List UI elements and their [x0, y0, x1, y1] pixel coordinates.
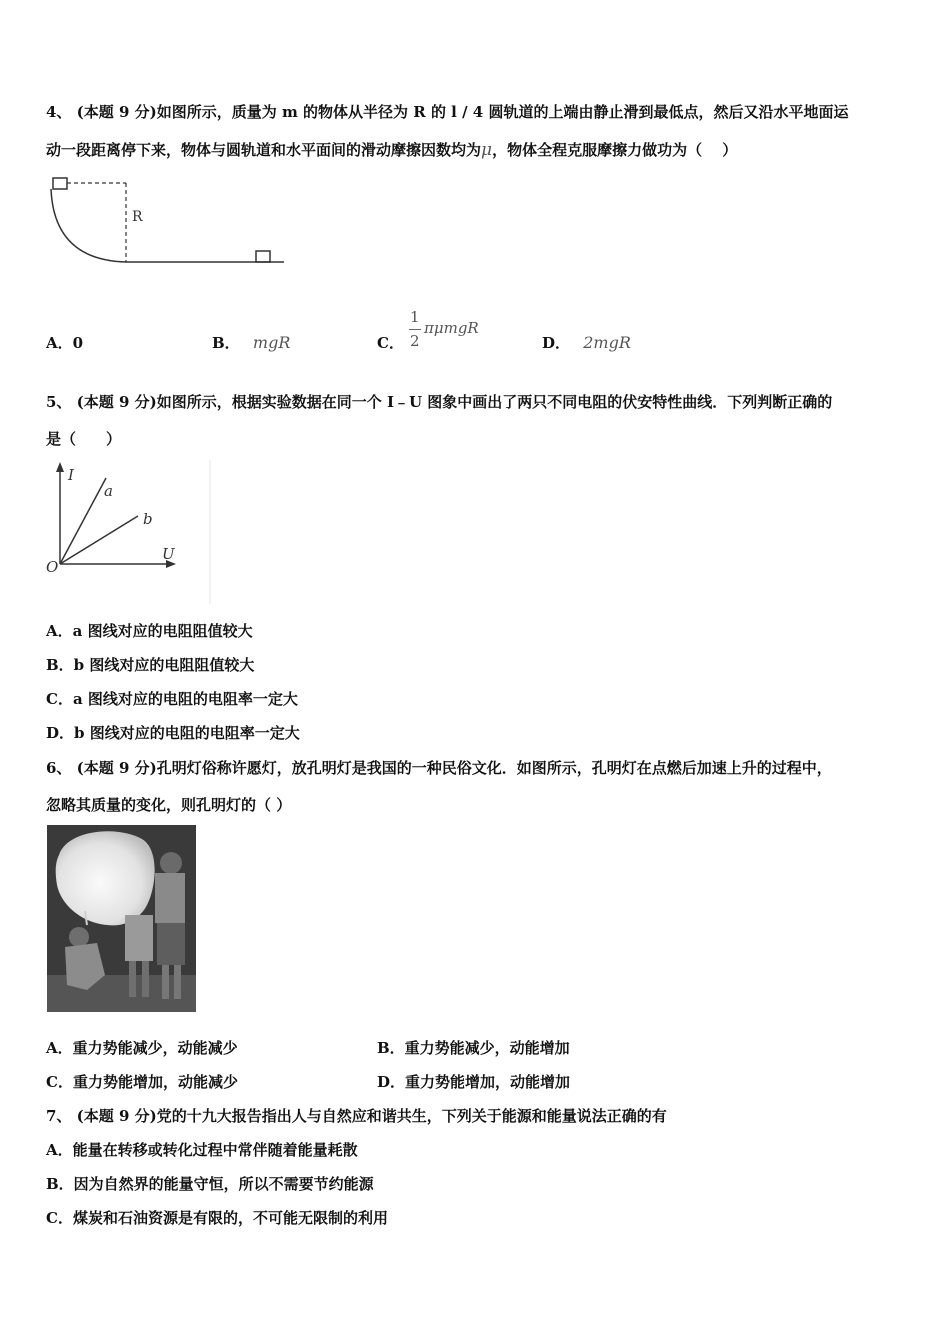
q6-person-right-body — [155, 873, 185, 923]
q4-option-c-fraction-bar — [409, 329, 421, 330]
q4-quarter-arc — [51, 189, 126, 262]
q6-sky-lantern-photo — [47, 825, 196, 1012]
q4-option-b-value: mgR — [252, 333, 291, 352]
q5-label-a: a — [104, 482, 113, 500]
q5-option-a: A．a 图线对应的电阻阻值较大 — [46, 622, 253, 640]
q5-option-d: D．b 图线对应的电阻的电阻率一定大 — [46, 724, 300, 742]
q7-option-c: C．煤炭和石油资源是有限的，不可能无限制的利用 — [46, 1209, 388, 1227]
q4-label-R: R — [132, 209, 143, 225]
q6-person-right-leg1 — [162, 965, 169, 999]
q6-person-right-leg2 — [174, 965, 181, 999]
q5-label-o: O — [46, 558, 59, 576]
q6-stem-line2: 忽略其质量的变化，则孔明灯的（ ） — [46, 796, 292, 814]
q4-option-b-letter: B． — [212, 334, 240, 352]
q4-stem-line2 — [46, 140, 737, 160]
q5-line-a — [60, 478, 106, 564]
q4-block-top — [53, 178, 67, 189]
q6-person-right-shorts — [157, 923, 185, 965]
q4-block-end — [256, 251, 270, 262]
q6-option-d: D．重力势能增加，动能增加 — [377, 1073, 571, 1091]
q5-label-b: b — [143, 510, 153, 528]
q5-option-c: C．a 图线对应的电阻的电阻率一定大 — [46, 690, 298, 708]
q4-option-c-formula — [406, 308, 496, 356]
q5-line-b — [60, 516, 138, 564]
q4-option-a-value: 0 — [72, 334, 84, 352]
q4-option-b — [212, 333, 290, 353]
q6-option-c: C．重力势能增加，动能减少 — [46, 1073, 238, 1091]
q7-option-b: B．因为自然界的能量守恒，所以不需要节约能源 — [46, 1175, 374, 1193]
q6-option-a: A．重力势能减少，动能减少 — [46, 1039, 238, 1057]
q4-option-c — [377, 333, 404, 353]
q4-option-d — [542, 333, 631, 353]
q4-option-a-letter: A． — [46, 334, 73, 352]
q5-stem-line1: 5、 (本题 9 分)如图所示，根据实验数据在同一个 I﹣U 图象中画出了两只不同电阻的伏安特性曲线．下列判断正确的 — [46, 393, 833, 411]
q4-stem-line1: 4、 (本题 9 分)如图所示，质量为 m 的物体从半径为 R 的 l / 4 圆轨道的上端由静止滑到最低点，然后又沿水平地面运 — [46, 103, 849, 121]
q5-label-i: I — [68, 466, 74, 484]
q4-stem-text: 动一段距离停下来，物体与圆轨道和水平面间的滑动摩擦因数均为 — [46, 141, 482, 159]
q7-option-a: A．能量在转移或转化过程中常伴随着能量耗散 — [46, 1141, 358, 1159]
q6-person-middle-leg1 — [129, 961, 136, 997]
q4-option-d-letter: D． — [542, 334, 571, 352]
q5-option-b: B．b 图线对应的电阻阻值较大 — [46, 656, 255, 674]
q6-person-middle-shorts — [125, 915, 153, 961]
q5-stem-line2: 是（ ） — [46, 430, 122, 448]
q4-option-a — [46, 333, 83, 353]
q6-person-right-head — [160, 852, 182, 874]
q4-mu-symbol: μ — [481, 140, 493, 160]
q7-stem-line1: 7、 (本题 9 分)党的十九大报告指出人与自然应和谐共生，下列关于能源和能量说法正确的有 — [46, 1107, 667, 1125]
q4-option-c-letter: C． — [377, 334, 404, 352]
q4-option-c-denominator: 2 — [410, 332, 420, 350]
q6-option-b: B．重力势能减少，动能增加 — [377, 1039, 570, 1057]
q4-option-d-value: 2mgR — [583, 333, 631, 352]
q4-option-c-value: πμmgR — [424, 319, 479, 337]
q5-iu-graph — [42, 458, 214, 608]
q5-i-axis-arrow — [56, 462, 64, 472]
q6-stem-line1: 6、 (本题 9 分)孔明灯俗称许愿灯，放孔明灯是我国的一种民俗文化．如图所示，孔明灯在点燃后加速上升的过程中， — [46, 759, 832, 777]
q6-person-middle-leg2 — [142, 961, 149, 997]
q4-stem-end: ，物体全程克服摩擦力做功为（ ） — [492, 141, 738, 159]
q6-person-left-head — [69, 927, 89, 947]
q4-option-c-numerator: 1 — [410, 308, 420, 326]
q4-track-figure — [46, 172, 290, 272]
q5-label-u: U — [162, 545, 175, 563]
